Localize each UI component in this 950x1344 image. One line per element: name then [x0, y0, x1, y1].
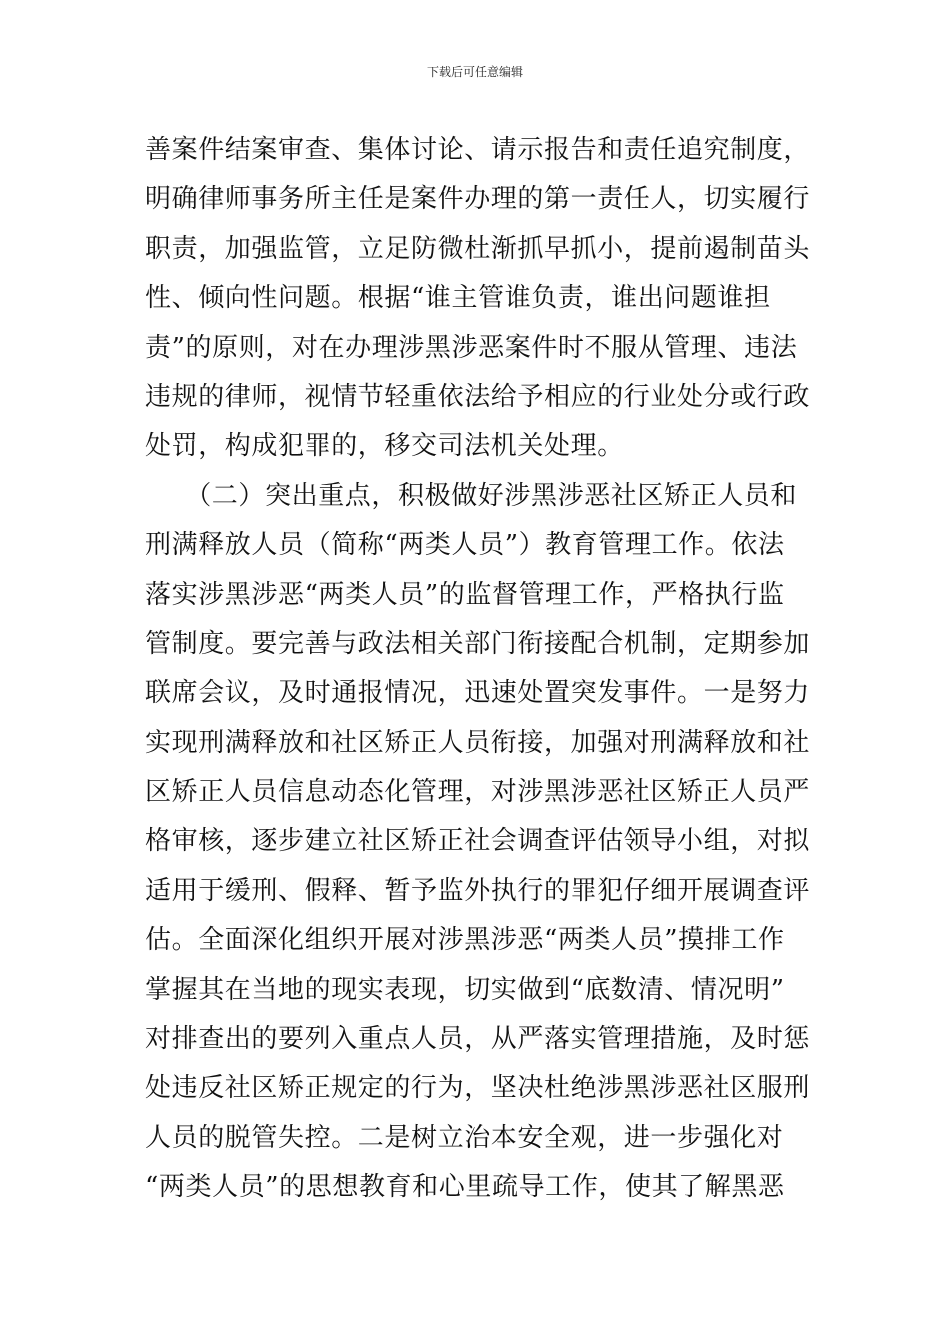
body-line: 联席会议，及时通报情况，迅速处置突发事件。一是努力: [145, 678, 811, 709]
body-line: 估。全面深化组织开展对涉黑涉恶“两类人员”摸排工作: [145, 925, 785, 956]
body-line: 落实涉黑涉恶“两类人员”的监督管理工作，严格执行监: [145, 579, 785, 610]
body-line: 处罚，构成犯罪的，移交司法机关处理。: [145, 431, 624, 462]
body-line: 实现刑满释放和社区矫正人员衔接，加强对刑满释放和社: [145, 727, 811, 758]
section-heading-line: （二）突出重点，积极做好涉黑涉恶社区矫正人员和: [145, 480, 798, 511]
page-header: 下载后可任意编辑: [426, 65, 523, 79]
body-line: 善案件结案审查、集体讨论、请示报告和责任追究制度，: [145, 135, 811, 165]
body-line: 格审核，逐步建立社区矫正社会调查评估领导小组，对拟: [145, 826, 811, 857]
body-line: 人员的脱管失控。二是树立治本安全观，进一步强化对: [145, 1122, 784, 1153]
body-line: 违规的律师，视情节轻重依法给予相应的行业处分或行政: [145, 381, 811, 412]
body-line: 性、倾向性问题。根据“谁主管谁负责，谁出问题谁担: [145, 283, 771, 314]
document-body: [145, 126, 810, 1213]
body-line: 职责，加强监管，立足防微杜渐抓早抓小，提前遏制苗头: [145, 233, 811, 264]
body-line: 处违反社区矫正规定的行为，坚决杜绝涉黑涉恶社区服刑: [145, 1073, 811, 1104]
body-line: 对排查出的要列入重点人员，从严落实管理措施，及时惩: [145, 1024, 811, 1055]
body-line: 责”的原则，对在办理涉黑涉恶案件时不服从管理、违法: [145, 332, 798, 363]
body-line: 适用于缓刑、假释、暂予监外执行的罪犯仔细开展调查评: [145, 875, 811, 906]
body-line: 刑满释放人员（简称“两类人员”）教育管理工作。依法: [145, 530, 785, 561]
body-line: “两类人员”的思想教育和心里疏导工作，使其了解黑恶: [145, 1172, 785, 1203]
body-line: 管制度。要完善与政法相关部门衔接配合机制，定期参加: [145, 628, 811, 659]
body-line: 明确律师事务所主任是案件办理的第一责任人，切实履行: [145, 184, 811, 215]
body-line: 区矫正人员信息动态化管理，对涉黑涉恶社区矫正人员严: [145, 777, 811, 808]
body-line: 掌握其在当地的现实表现，切实做到“底数清、情况明”: [145, 974, 785, 1005]
